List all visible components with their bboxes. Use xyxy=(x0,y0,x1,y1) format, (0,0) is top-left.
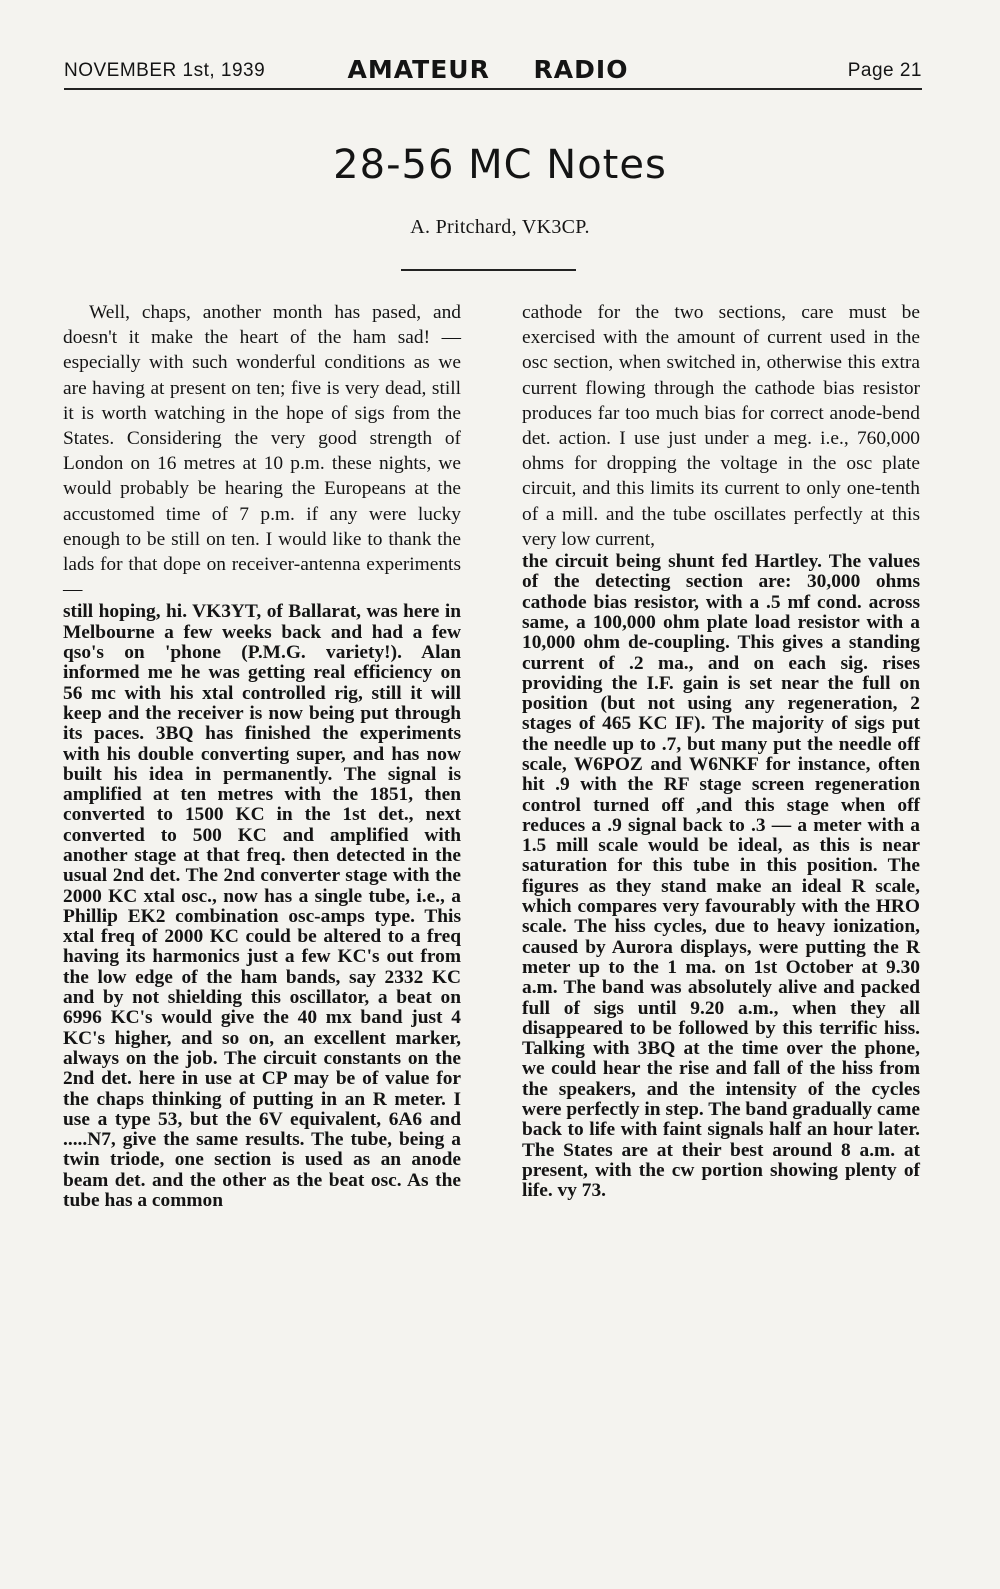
page-number: Page 21 xyxy=(847,60,922,81)
title-divider xyxy=(401,269,576,271)
article-column-left xyxy=(63,300,461,1211)
column-right-paragraph-open: cathode for the two sections, care must be exercised with the amount of current used in the osc section, when switched in, otherwise this extra current flowing through the cathode bias resistor produces far too much bias for correct anode-bend det. action. I use just under a meg. i.e., 760,000 ohms for dropping the voltage in the osc plate circuit, and this limits its current to only one-tenth of a mill. and the tube oscillates perfectly at this very low current, xyxy=(522,302,920,550)
column-left-paragraph-open: Well, chaps, another month has pased, and doesn't it make the heart of the ham sad! — especially with such wonderful conditions as we are having at present on ten; five is very dead, still it is worth watching in the hope of sigs from the States. Considering the very good strength of London on 16 metres at 10 p.m. these nights, we would probably be hearing the Europeans at the accustomed time of 7 p.m. if any were lucky enough to be still on ten. I would like to thank the lads for that dope on receiver-antenna experiments— xyxy=(63,302,461,601)
page-header xyxy=(64,55,922,90)
article-title: 28-56 MC Notes xyxy=(333,142,667,188)
magazine-title: AMATEUR RADIO xyxy=(347,55,629,84)
article-author: A. Pritchard, VK3CP. xyxy=(410,216,590,238)
issue-date: NOVEMBER 1st, 1939 xyxy=(64,60,266,81)
column-right-paragraph-continued: the circuit being shunt fed Hartley. The values of the detecting section are: 30,000 ohms cathode bias resistor, with a .5 mf cond. across same, a 100,000 ohm plate load resistor with a 10,000 ohm de-coupling. This gives a standing current of .2 ma., and on each sig. rises providing the I.F. gain is set near the full on position (but not using any regeneration, 2 stages of 465 KC IF). The majority of sigs put the needle up to .7, but many put the needle off scale, W6POZ and W6NKF for instance, often hit .9 with the RF stage screen regeneration control turned off ,and this stage when off reduces a .9 signal back to .3 — a meter with a 1.5 mill scale would be ideal, as this is near saturation for this tube in this position. The figures as they stand make an ideal R scale, which compares very favourably with the HRO scale. The hiss cycles, due to heavy ionization, caused by Aurora displays, were putting the R meter up to the 1 ma. on 1st October at 9.30 a.m. The band was absolutely alive and packed full of sigs until 9.20 a.m., when they all disappeared to be followed by this terrific hiss. Talking with 3BQ at the time over the phone, we could hear the rise and fall of the hiss from the speakers, and the intensity of the cycles were perfectly in step. The band gradually came back to life with faint signals half an hour later. The States are at their best around 8 a.m. at present, with the cw portion showing plenty of life. vy 73. xyxy=(522,551,920,1202)
column-left-paragraph-continued: still hoping, hi. VK3YT, of Ballarat, was here in Melbourne a few weeks back and had a few qso's on 'phone (P.M.G. variety!). Alan informed me he was getting real efficiency on 56 mc with his xtal controlled rig, still it will keep and the receiver is now being put through its paces. 3BQ has finished the experiments with his double converting super, and has now built his idea in permanently. The signal is amplified at ten metres with the 1851, then converted to 1500 KC in the 1st det., next converted to 500 KC and amplified with another stage at that freq. then detected in the usual 2nd det. The 2nd converter stage with the 2000 KC xtal osc., now has a single tube, i.e., a Phillip EK2 combination osc-amps type. This xtal freq of 2000 KC could be altered to a freq having its harmonics just a few KC's out from the low edge of the ham bands, say 2332 KC and by not shielding this oscillator, a beat on 6996 KC's would give the 40 mx band just 4 KC's higher, and so on, an excellent marker, always on the job. The circuit constants on the 2nd det. here in use at CP may be of value for the chaps thinking of putting in an R meter. I use a type 53, but the 6V equivalent, 6A6 and .....N7, give the same results. The tube, being a twin triode, one section is used as an anode beam det. and the other as the beat osc. As the tube has a common xyxy=(63,601,461,1212)
article-column-right xyxy=(522,300,920,1202)
